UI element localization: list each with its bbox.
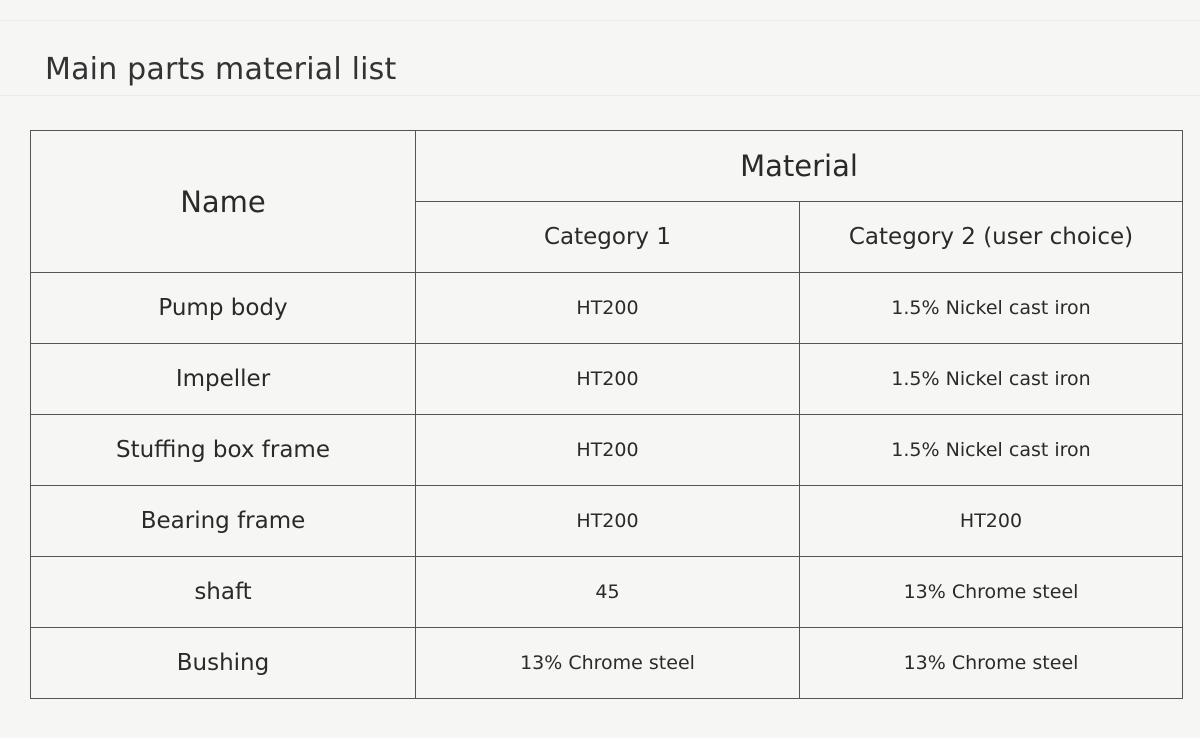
header-row-top — [31, 131, 1183, 202]
part-name: Bearing frame — [31, 486, 416, 557]
part-name: Stuffing box frame — [31, 415, 416, 486]
category-2-material: 13% Chrome steel — [800, 628, 1183, 699]
category-1-material: HT200 — [416, 344, 800, 415]
category-2-material: HT200 — [800, 486, 1183, 557]
header-category-2: Category 2 (user choice) — [800, 202, 1183, 273]
scan-artifact-line — [0, 95, 1200, 96]
header-material: Material — [416, 131, 1183, 202]
table-row — [31, 273, 1183, 344]
table-row — [31, 344, 1183, 415]
material-table — [30, 130, 1183, 699]
category-1-material: 45 — [416, 557, 800, 628]
table-row — [31, 557, 1183, 628]
table-row — [31, 486, 1183, 557]
category-2-material: 1.5% Nickel cast iron — [800, 273, 1183, 344]
scan-artifact-line — [0, 20, 1200, 21]
part-name: Impeller — [31, 344, 416, 415]
part-name: shaft — [31, 557, 416, 628]
category-1-material: HT200 — [416, 486, 800, 557]
table-row — [31, 628, 1183, 699]
header-category-1: Category 1 — [416, 202, 800, 273]
category-1-material: 13% Chrome steel — [416, 628, 800, 699]
part-name: Pump body — [31, 273, 416, 344]
header-name: Name — [31, 131, 416, 273]
table-row — [31, 415, 1183, 486]
category-2-material: 13% Chrome steel — [800, 557, 1183, 628]
category-2-material: 1.5% Nickel cast iron — [800, 415, 1183, 486]
part-name: Bushing — [31, 628, 416, 699]
category-2-material: 1.5% Nickel cast iron — [800, 344, 1183, 415]
page-title: Main parts material list — [45, 52, 397, 87]
category-1-material: HT200 — [416, 273, 800, 344]
category-1-material: HT200 — [416, 415, 800, 486]
